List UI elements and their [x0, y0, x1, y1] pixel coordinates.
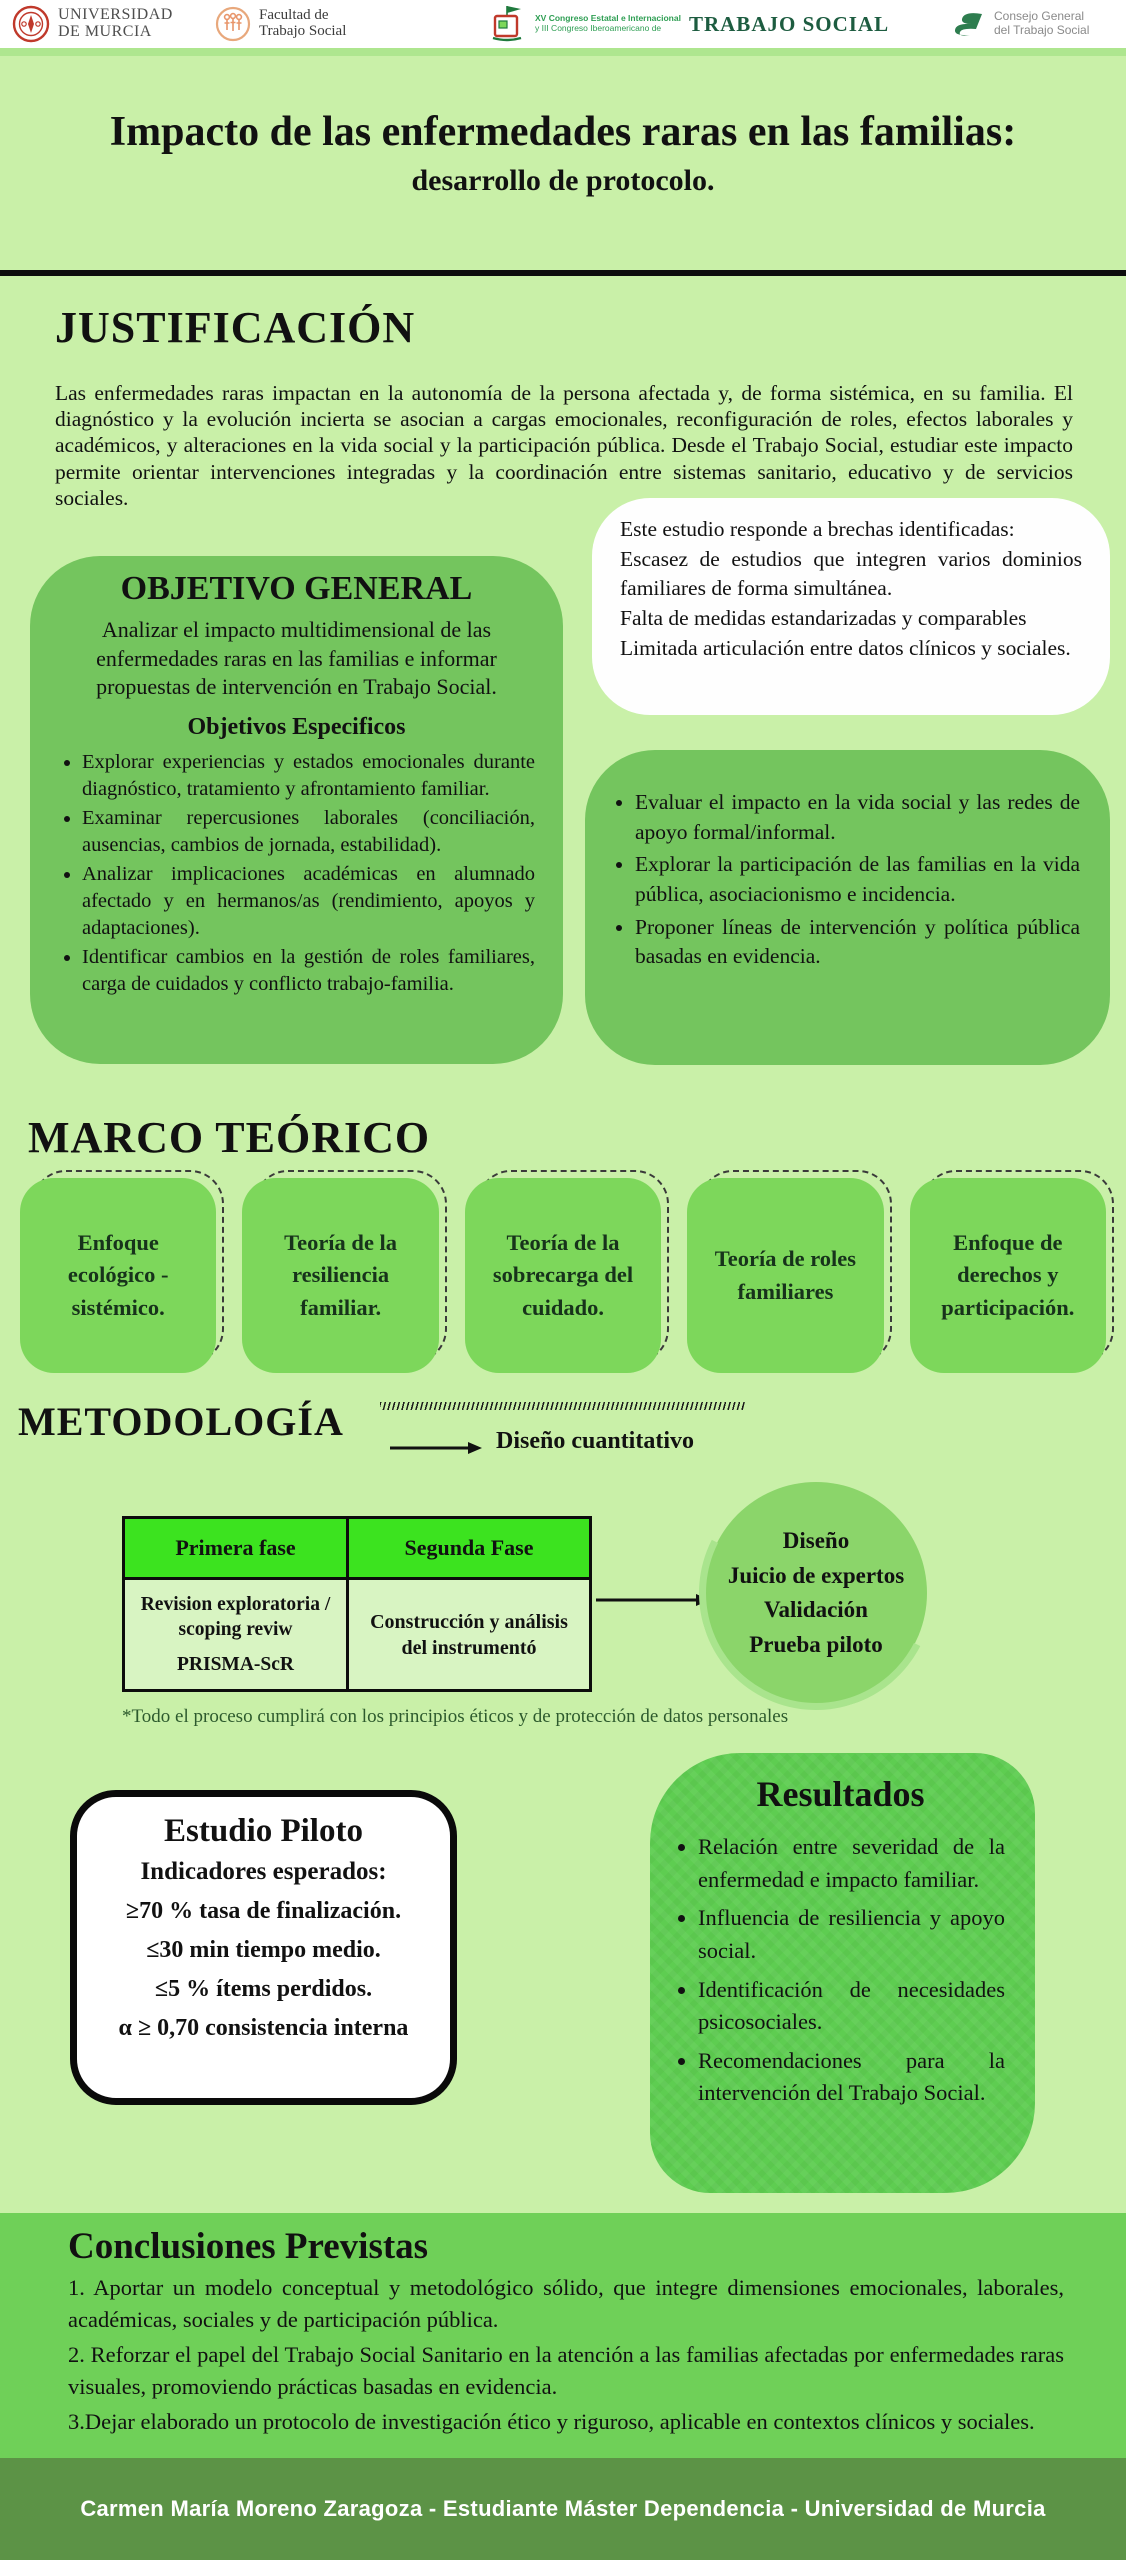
- theory-box-wrap: [687, 1178, 883, 1373]
- right-arrow-icon: [390, 1440, 482, 1456]
- justificacion-body: Las enfermedades raras impactan en la autonomía de la persona afectada y, de forma sistémica, en su familia. El diagnóstico y la evolución incierta se asocian a cargas emocionales, reconfiguración de roles, efectos laborales y académicos, y alteraciones en la vida social y la participación pública. Desde el Trabajo Social, estudiar este impacto permite orientar intervenciones integradas y la coordinación entre sistemas sanitario, educativo y de servicios sociales.: [55, 381, 1073, 510]
- header-accent-strip: [0, 48, 1126, 56]
- marco-teorico-heading: MARCO TEÓRICO: [28, 1113, 431, 1162]
- objetivos-derecha-list: [611, 788, 1080, 972]
- conclusion-item: 3.Dejar elaborado un protocolo de investigación ético y riguroso, aplicable en contextos clínicos y sociales.: [68, 2409, 1035, 2434]
- facultad-line2: Trabajo Social: [259, 23, 347, 39]
- congreso-line2: y III Congreso Iberoamericano de: [535, 23, 662, 33]
- indicadores-heading: Indicadores esperados:: [140, 1858, 387, 1885]
- brechas-item: Limitada articulación entre datos clínicos y sociales.: [620, 635, 1071, 660]
- congreso-small-text: [535, 14, 681, 34]
- conclusion-item: 1. Aportar un modelo conceptual y metodológico sólido, que integre dimensiones emocionales, laborales, académicas, sociales y de participación pública.: [68, 2275, 1064, 2332]
- indicator: ≤5 % ítems perdidos.: [154, 1975, 373, 2002]
- congreso-title: TRABAJO SOCIAL: [688, 11, 890, 36]
- circle-line: Validación: [764, 1597, 868, 1622]
- facultad-line1: Facultad de: [259, 7, 329, 24]
- umu-seal-icon: [12, 5, 50, 43]
- umu-logo-text: [58, 7, 173, 41]
- list-item: • Evaluar el impacto en la vida social y las redes de apoyo formal/informal.: [635, 788, 1080, 847]
- poster-subtitle: desarrollo de protocolo.: [411, 164, 715, 197]
- list-item: • Proponer líneas de intervención y política pública basadas en evidencia.: [635, 913, 1080, 972]
- brechas-intro: Este estudio responde a brechas identificadas:: [620, 517, 1015, 541]
- fase1-bottom: PRISMA-ScR: [177, 1653, 294, 1675]
- objetivos-especificos-list: [58, 749, 535, 998]
- estudio-piloto-heading: Estudio Piloto: [164, 1813, 363, 1849]
- theory-box: Teoría de la resiliencia familiar.: [242, 1178, 438, 1373]
- theory-box-wrap: [20, 1178, 216, 1373]
- validation-circle-text: [728, 1524, 904, 1662]
- list-item: • Influencia de resiliencia y apoyo social.: [698, 1902, 1005, 1967]
- brechas-bubble: [592, 498, 1110, 715]
- list-item: • Recomendaciones para la intervención del Trabajo Social.: [698, 2045, 1005, 2110]
- indicators-block: [77, 1892, 450, 2048]
- header-band: [0, 0, 1126, 48]
- facultad-logo: [215, 0, 346, 48]
- resultados-list: [676, 1831, 1005, 2110]
- title-divider: [0, 270, 1126, 276]
- conclusiones-band: [0, 2213, 1126, 2458]
- consejo-logo-text: [994, 10, 1089, 38]
- theory-box-wrap: [242, 1178, 438, 1373]
- brechas-item: Escasez de estudios que integren varios dominios familiares de forma simultánea.: [620, 546, 1082, 601]
- indicator: α ≥ 0,70 consistencia interna: [118, 2014, 409, 2041]
- theory-box: Teoría de la sobrecarga del cuidado.: [465, 1178, 661, 1373]
- diseno-cuantitativo-label: Diseño cuantitativo: [496, 1428, 694, 1454]
- consejo-line2: del Trabajo Social: [994, 23, 1090, 37]
- objetivo-general-box: [30, 556, 563, 1064]
- resultados-heading: Resultados: [756, 1774, 925, 1814]
- table-cell-fase1: [125, 1580, 349, 1689]
- table-cell-fase2: [349, 1580, 589, 1689]
- phases-table: [122, 1516, 592, 1692]
- ethics-footnote: *Todo el proceso cumplirá con los principios éticos y de protección de datos personales: [122, 1706, 789, 1727]
- congreso-logo: [487, 0, 889, 48]
- objetivos-especificos-heading: Objetivos Especificos: [187, 713, 406, 740]
- conclusiones-heading: Conclusiones Previstas: [68, 2226, 429, 2267]
- estudio-piloto-box: [70, 1790, 457, 2105]
- facultad-people-icon: [215, 6, 251, 42]
- theory-box: Enfoque de derechos y participación.: [910, 1178, 1106, 1373]
- list-item: • Explorar la participación de las familias en la vida pública, asociacionismo e incidencia.: [635, 850, 1080, 909]
- brechas-item: Falta de medidas estandarizadas y comparables: [620, 605, 1027, 630]
- footer-band: [0, 2458, 1126, 2560]
- circle-line: Juicio de expertos: [727, 1562, 905, 1588]
- fase2-text: Construcción y análisis del instrumentó: [370, 1610, 568, 1659]
- poster-title: Impacto de las enfermedades raras en las familias:: [109, 109, 1017, 155]
- congreso-chair-flag-icon: [487, 4, 527, 44]
- theory-box: Teoría de roles familiares: [687, 1178, 883, 1373]
- consejo-line1: Consejo General: [994, 9, 1085, 24]
- congreso-line1: XV Congreso Estatal e Internacional: [535, 13, 681, 24]
- consejo-logo: [952, 0, 1089, 48]
- fase1-top: Revision exploratoria / scoping reviw: [140, 1594, 331, 1641]
- table-header-cell: Segunda Fase: [349, 1519, 589, 1580]
- poster-title-block: [0, 108, 1126, 198]
- indicator: ≥70 % tasa de finalización.: [125, 1898, 402, 1924]
- list-item: • Analizar implicaciones académicas en alumnado afectado y en hermanos/as (rendimiento, apoyos y adaptaciones).: [82, 861, 535, 942]
- resultados-box: [650, 1753, 1035, 2193]
- indicator: ≤30 min tiempo medio.: [146, 1936, 381, 1963]
- validation-circle: [705, 1482, 927, 1704]
- list-item: • Explorar experiencias y estados emocionales durante diagnóstico, tratamiento y afrontamiento familiar.: [82, 749, 535, 803]
- facultad-logo-text: [259, 8, 346, 40]
- table-header-cell: Primera fase: [125, 1519, 349, 1580]
- metodologia-heading: METODOLOGÍA: [18, 1399, 344, 1444]
- objetivo-general-heading: OBJETIVO GENERAL: [120, 570, 473, 607]
- list-item: • Identificar cambios en la gestión de roles familiares, carga de cuidados y conflicto trabajo-familia.: [82, 944, 535, 998]
- justificacion-heading: JUSTIFICACIÓN: [55, 303, 416, 352]
- list-item: • Examinar repercusiones laborales (conciliación, ausencias, cambios de jornada, estabilidad).: [82, 805, 535, 859]
- umu-line2: DE MURCIA: [58, 23, 152, 40]
- list-item: • Identificación de necesidades psicosociales.: [698, 1974, 1005, 2039]
- umu-logo: [12, 0, 173, 48]
- theory-boxes-row: [20, 1178, 1106, 1373]
- theory-box-wrap: [910, 1178, 1106, 1373]
- objetivo-general-body: Analizar el impacto multidimensional de las enfermedades raras en las familias e informar propuestas de intervención en Trabajo Social.: [96, 617, 497, 700]
- squiggle-line: [380, 1402, 745, 1410]
- conclusion-item: 2. Reforzar el papel del Trabajo Social Sanitario en la atención a las familias afectadas por enfermedades raras visuales, promoviendo prácticas basadas en evidencia.: [68, 2342, 1064, 2399]
- umu-line1: UNIVERSIDAD: [58, 6, 173, 24]
- author-credit: Carmen María Moreno Zaragoza - Estudiante Máster Dependencia - Universidad de Murcia: [80, 2496, 1046, 2521]
- consejo-swoosh-icon: [952, 11, 986, 37]
- table-to-circle-arrow-icon: [596, 1592, 710, 1608]
- objetivos-derecha-box: [585, 750, 1110, 1065]
- theory-box: Enfoque ecológico -sistémico.: [20, 1178, 216, 1373]
- circle-line: Prueba piloto: [749, 1631, 883, 1657]
- circle-line: Diseño: [782, 1528, 850, 1553]
- theory-box-wrap: [465, 1178, 661, 1373]
- list-item: • Relación entre severidad de la enfermedad e impacto familiar.: [698, 1831, 1005, 1896]
